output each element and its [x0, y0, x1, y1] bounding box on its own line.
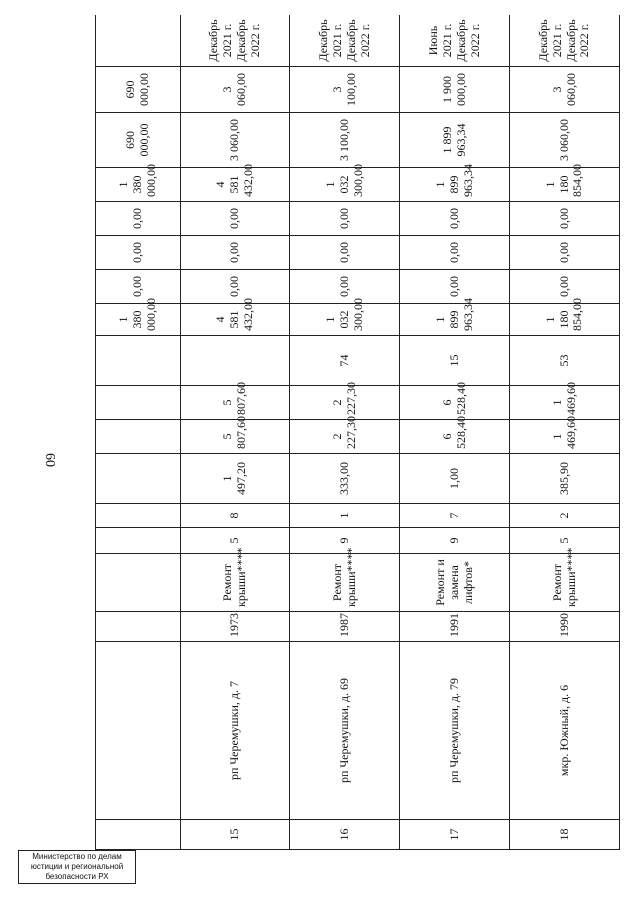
cell-dates: Июнь 2021 г. Декабрь 2022 г. — [400, 15, 510, 67]
cell-z1: 0,00 — [510, 270, 620, 304]
cell-work: Ремонт крыши**** — [180, 554, 290, 612]
cell-cost-total: 1 380 000,00 — [96, 304, 181, 336]
cell-entrances: 7 — [400, 504, 510, 528]
cell-area3: 5 807,60 — [180, 386, 290, 420]
cell-work: Ремонт крыши**** — [290, 554, 400, 612]
cell-unit-cost2: 1 900 000,00 — [400, 67, 510, 113]
cell-cost-total: 4 581 432,00 — [180, 304, 290, 336]
cell-z2: 0,00 — [180, 236, 290, 270]
cell-count — [180, 336, 290, 386]
cell-work: Ремонт и замена лифтов* — [400, 554, 510, 612]
cell-area1: 385,90 — [510, 454, 620, 504]
cell-count: 74 — [290, 336, 400, 386]
cell-count: 15 — [400, 336, 510, 386]
cell-z1: 0,00 — [400, 270, 510, 304]
ministry-stamp — [18, 850, 136, 884]
sheet-rotated — [95, 15, 620, 850]
cell-area2: 6 528,40 — [400, 420, 510, 454]
cell-num: 15 — [180, 820, 290, 850]
cell-cost-fund: 1 380 000,00 — [96, 168, 181, 202]
cell-cost-total: 1 180 854,00 — [510, 304, 620, 336]
cell-area1: 1,00 — [400, 454, 510, 504]
cell-z3: 0,00 — [96, 202, 181, 236]
cell-floors — [96, 528, 181, 554]
cell-unit-cost1: 3 060,00 — [510, 113, 620, 168]
cell-area2 — [96, 420, 181, 454]
cell-cost-total: 1 899 963,34 — [400, 304, 510, 336]
table-row — [510, 15, 620, 850]
cell-z2: 0,00 — [290, 236, 400, 270]
stamp-line-2: юстиции и региональной — [30, 862, 124, 871]
cell-area3: 6 528,40 — [400, 386, 510, 420]
table-row — [400, 15, 510, 850]
cell-dates: Декабрь 2021 г. Декабрь 2022 г. — [290, 15, 400, 67]
cell-work — [96, 554, 181, 612]
page-number: 60 — [42, 453, 57, 467]
cell-unit-cost1: 3 100,00 — [290, 113, 400, 168]
cell-z1: 0,00 — [96, 270, 181, 304]
cell-entrances — [96, 504, 181, 528]
cell-num — [96, 820, 181, 850]
cell-unit-cost1: 690 000,00 — [96, 113, 181, 168]
cell-area3: 2 227,30 — [290, 386, 400, 420]
cell-year: 1973 — [180, 612, 290, 642]
cell-count — [96, 336, 181, 386]
cell-work: Ремонт крыши**** — [510, 554, 620, 612]
cell-z1: 0,00 — [290, 270, 400, 304]
cell-address — [96, 642, 181, 820]
cell-cost-fund: 4 581 432,00 — [180, 168, 290, 202]
cell-dates: Декабрь 2021 г. Декабрь 2022 г. — [180, 15, 290, 67]
stamp-line-3: безопасности РХ — [45, 872, 109, 881]
cell-z2: 0,00 — [96, 236, 181, 270]
cell-address: рп Черемушки, д. 7 — [180, 642, 290, 820]
cell-z3: 0,00 — [290, 202, 400, 236]
cell-cost-fund: 1 032 300,00 — [290, 168, 400, 202]
cell-area2: 2 227,30 — [290, 420, 400, 454]
sheet-frame — [95, 15, 620, 850]
cell-dates — [96, 15, 181, 67]
cell-floors: 5 — [180, 528, 290, 554]
cell-unit-cost1: 1 899 963,34 — [400, 113, 510, 168]
cell-floors: 9 — [400, 528, 510, 554]
cell-area1 — [96, 454, 181, 504]
cell-cost-fund: 1 180 854,00 — [510, 168, 620, 202]
cell-z3: 0,00 — [180, 202, 290, 236]
cell-num: 17 — [400, 820, 510, 850]
cell-area2: 5 807,60 — [180, 420, 290, 454]
cell-address: рп Черемушки, д. 79 — [400, 642, 510, 820]
cell-dates: Декабрь 2021 г. Декабрь 2022 г. — [510, 15, 620, 67]
cell-count: 53 — [510, 336, 620, 386]
table-row — [180, 15, 290, 850]
cell-z3: 0,00 — [510, 202, 620, 236]
cell-unit-cost2: 3 100,00 — [290, 67, 400, 113]
cell-area2: 1 469,60 — [510, 420, 620, 454]
cell-year: 1990 — [510, 612, 620, 642]
cell-unit-cost1: 3 060,00 — [180, 113, 290, 168]
cell-unit-cost2: 690 000,00 — [96, 67, 181, 113]
cell-z2: 0,00 — [510, 236, 620, 270]
table-row — [96, 15, 181, 850]
stamp-line-1: Министерство по делам — [32, 852, 122, 861]
cell-num: 18 — [510, 820, 620, 850]
cell-entrances: 2 — [510, 504, 620, 528]
cell-z3: 0,00 — [400, 202, 510, 236]
cell-z1: 0,00 — [180, 270, 290, 304]
table-row — [290, 15, 400, 850]
data-table — [95, 15, 620, 850]
cell-address: мкр. Южный, д. 6 — [510, 642, 620, 820]
cell-year: 1987 — [290, 612, 400, 642]
cell-unit-cost2: 3 060,00 — [510, 67, 620, 113]
cell-num: 16 — [290, 820, 400, 850]
cell-area3 — [96, 386, 181, 420]
cell-year — [96, 612, 181, 642]
cell-year: 1991 — [400, 612, 510, 642]
cell-unit-cost2: 3 060,00 — [180, 67, 290, 113]
cell-z2: 0,00 — [400, 236, 510, 270]
cell-cost-fund: 1 899 963,34 — [400, 168, 510, 202]
cell-entrances: 8 — [180, 504, 290, 528]
cell-address: рп Черемушки, д. 69 — [290, 642, 400, 820]
cell-entrances: 1 — [290, 504, 400, 528]
cell-floors: 9 — [290, 528, 400, 554]
cell-cost-total: 1 032 300,00 — [290, 304, 400, 336]
cell-area1: 1 497,20 — [180, 454, 290, 504]
cell-area1: 333,00 — [290, 454, 400, 504]
cell-area3: 1 469,60 — [510, 386, 620, 420]
cell-floors: 5 — [510, 528, 620, 554]
